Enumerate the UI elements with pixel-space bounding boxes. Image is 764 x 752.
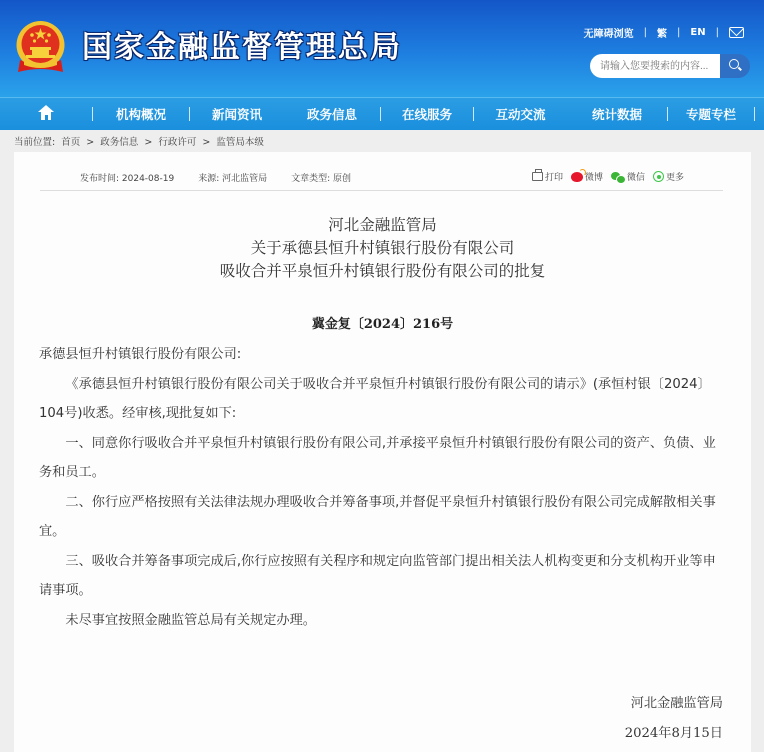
document-number: 冀金复〔2024〕216号 (311, 317, 454, 332)
main-nav (0, 97, 764, 130)
breadcrumb (14, 134, 267, 148)
title-line-2: 关于承德县恒升村镇银行股份有限公司 (250, 239, 515, 257)
share-weibo-button[interactable] (571, 170, 603, 183)
search-button[interactable] (720, 54, 750, 78)
wechat-label: 微信 (627, 173, 646, 183)
nav-item-special-topics[interactable]: 专题专栏 (685, 107, 736, 122)
article-type: 文章类型: 原创 (291, 174, 352, 184)
english-link[interactable]: EN (690, 27, 706, 38)
share-more-button[interactable] (653, 170, 684, 183)
paragraph: 未尽事宜按照金融监管总局有关规定办理。 (65, 612, 316, 628)
top-links (584, 25, 744, 40)
nav-item-news[interactable]: 新闻资讯 (211, 107, 262, 122)
printer-icon (532, 172, 543, 181)
traditional-chinese-link[interactable]: 繁 (657, 29, 668, 40)
document-title (14, 214, 751, 283)
more-label: 更多 (666, 173, 685, 183)
article-meta (40, 162, 723, 191)
share-wechat-button[interactable] (611, 170, 645, 183)
signature-date: 2024年8月15日 (624, 726, 723, 741)
nav-divider (754, 107, 755, 121)
title-line-issuer: 河北金融监管局 (328, 216, 437, 234)
share-bar (532, 170, 684, 183)
nav-item-gov-info[interactable]: 政务信息 (306, 107, 357, 122)
paragraph: 《承德县恒升村镇银行股份有限公司关于吸收合并平泉恒升村镇银行股份有限公司的请示》(承恒村银〔2024〕104号)收悉。经审核,现批复如下: (39, 376, 711, 421)
search-box (590, 54, 750, 78)
plus-circle-icon (653, 171, 664, 182)
breadcrumb-admin-license[interactable]: 行政许可 (158, 137, 197, 148)
divider: | (677, 27, 681, 38)
breadcrumb-bureau-level[interactable]: 监管局本级 (216, 137, 264, 148)
nav-item-interaction[interactable]: 互动交流 (495, 107, 546, 122)
breadcrumb-separator: > (86, 137, 95, 148)
site-header (0, 0, 764, 97)
document-body (39, 340, 725, 635)
print-label: 打印 (545, 173, 564, 183)
breadcrumb-separator: > (202, 137, 211, 148)
breadcrumb-separator: > (144, 137, 153, 148)
salutation: 承德县恒升村镇银行股份有限公司: (39, 347, 242, 362)
publish-time: 发布时间: 2024-08-19 (80, 174, 175, 184)
paragraph: 二、你行应严格按照有关法律法规办理吸收合并筹备事项,并督促平泉恒升村镇银行股份有限公司完成解散相关事宜。 (39, 494, 716, 539)
breadcrumb-gov-info[interactable]: 政务信息 (100, 137, 139, 148)
nav-item-statistics[interactable]: 统计数据 (591, 107, 642, 122)
signature-issuer: 河北金融监管局 (630, 696, 723, 711)
breadcrumb-prefix: 当前位置: (14, 137, 56, 148)
weibo-label: 微博 (585, 173, 604, 183)
weibo-icon (571, 172, 583, 182)
title-line-3: 吸收合并平泉恒升村镇银行股份有限公司的批复 (219, 262, 546, 280)
national-emblem-icon (14, 20, 67, 76)
divider: | (715, 27, 719, 38)
mail-icon[interactable] (729, 27, 744, 38)
paragraph: 一、同意你行吸收合并平泉恒升村镇银行股份有限公司,并承接平泉恒升村镇银行股份有限公司的资产、负债、业务和员工。 (39, 435, 716, 480)
wechat-icon (611, 172, 625, 182)
paragraph: 三、吸收合并筹备事项完成后,你行应按照有关程序和规定向监管部门提出相关法人机构变更和分支机构开业等申请事项。 (39, 553, 716, 598)
site-title[interactable]: 国家金融监督管理总局 (82, 30, 402, 65)
article-panel (14, 152, 751, 752)
nav-item-online-service[interactable]: 在线服务 (401, 107, 452, 122)
nav-item-about[interactable]: 机构概况 (115, 107, 166, 122)
breadcrumb-home[interactable]: 首页 (61, 137, 81, 148)
accessibility-link[interactable]: 无障碍浏览 (583, 29, 634, 40)
divider: | (643, 27, 648, 38)
home-icon (37, 105, 55, 121)
search-input[interactable] (590, 54, 720, 78)
print-button[interactable] (532, 170, 563, 183)
article-source: 来源: 河北监管局 (198, 174, 268, 184)
nav-home[interactable] (0, 105, 92, 124)
search-icon (729, 59, 739, 69)
